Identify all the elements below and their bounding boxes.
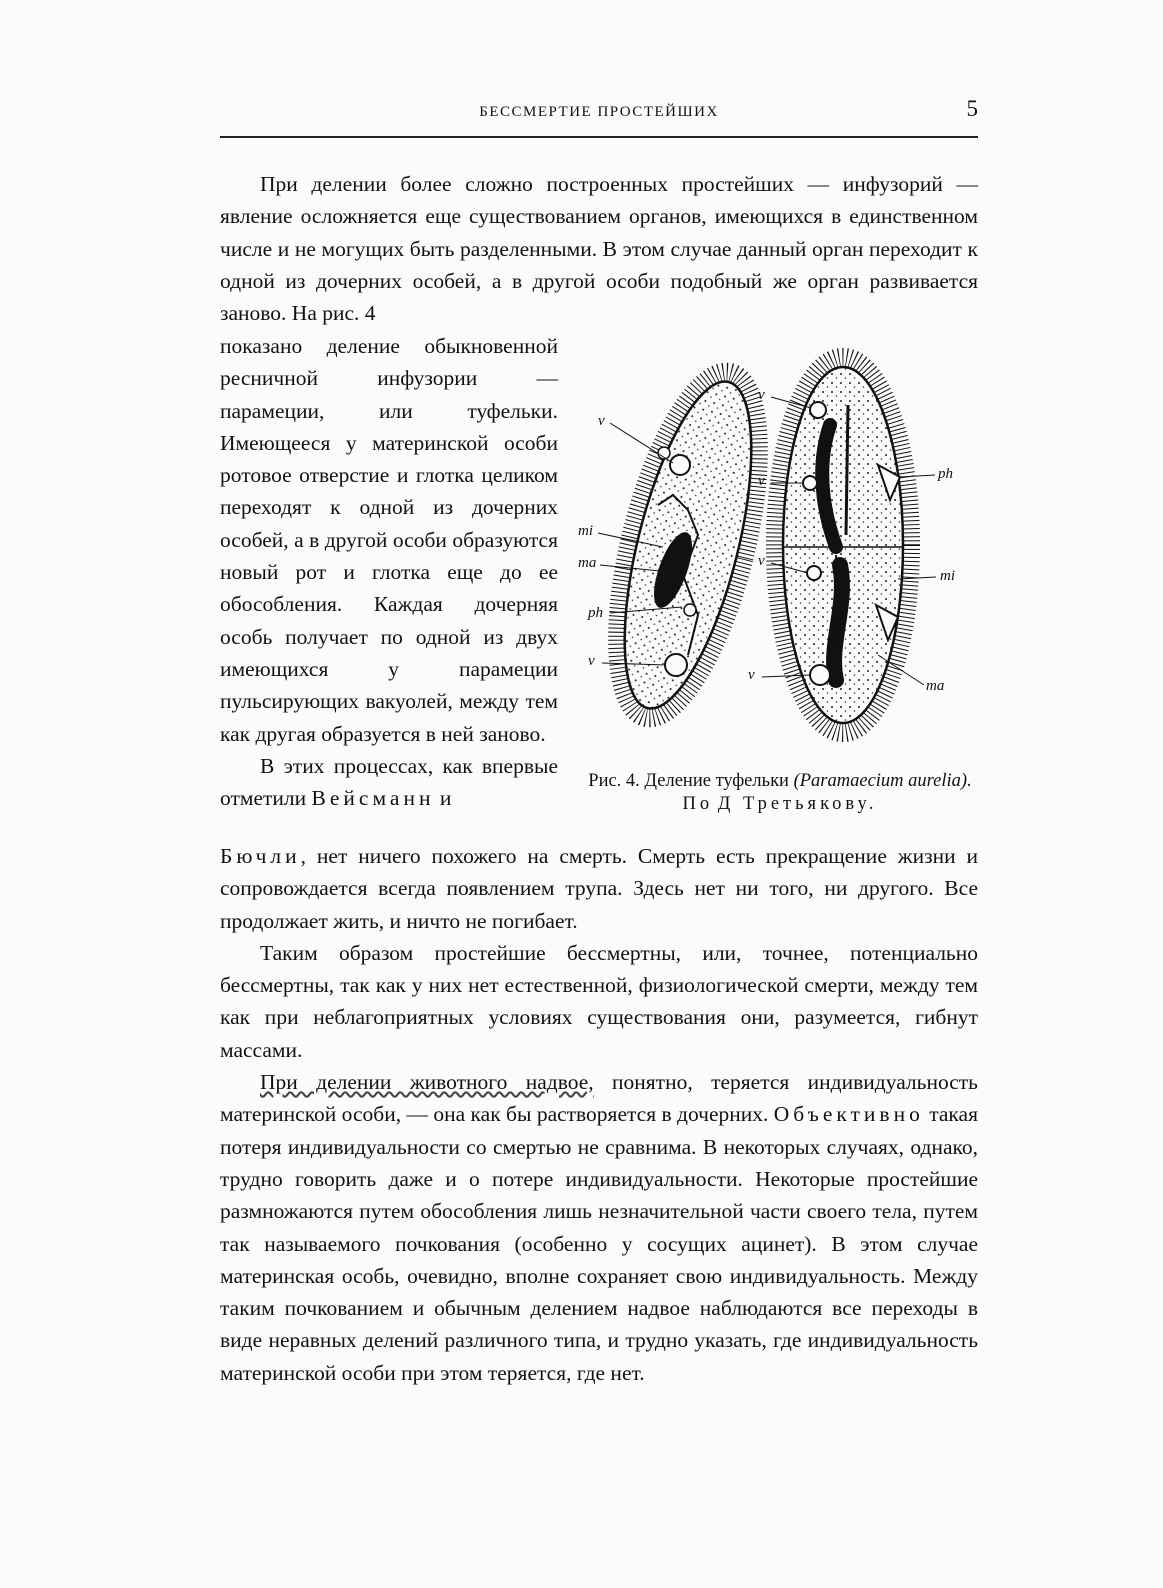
page-header <box>220 94 978 138</box>
paragraph-4 <box>220 1066 978 1389</box>
continued-paragraph <box>220 840 978 1389</box>
figure-paramecium <box>578 335 978 815</box>
wrap-text-2 <box>220 750 558 815</box>
label-right-2: v <box>758 473 765 489</box>
caption-by: По <box>682 794 714 814</box>
label-left-3: ma <box>578 555 597 571</box>
page-number: 5 <box>966 96 978 121</box>
figure-caption <box>580 770 980 816</box>
label-right-3: ph <box>938 466 953 482</box>
paragraph-1-text: При делении более сложно построенных простейших — инфузорий — явление осложняется еще существованием органов, имеющихся в единственном числе и не могущих быть разделенными. В этом случае данный орган переходит к одной из дочерних особей, а в другой особи подобный же орган развивается заново. На рис. 4 <box>220 172 978 326</box>
name-butschli: Бючли <box>220 844 301 868</box>
paragraph-4-rest: понятно, теряется индивидуальность материнской особи, — она как бы растворяется в дочерних. <box>220 1070 978 1127</box>
running-title: БЕССМЕРТИЕ ПРОСТЕЙШИХ <box>479 104 719 120</box>
label-left-5: v <box>588 653 595 669</box>
underlined-phrase: При делении животного надвое, <box>260 1070 594 1095</box>
label-left-1: v <box>598 413 605 429</box>
label-right-6: v <box>748 667 755 683</box>
caption-prefix: Рис. 4. Деление туфельки <box>588 771 789 791</box>
wrapped-text <box>220 330 558 814</box>
paramecium-division-illustration <box>578 335 978 765</box>
wrap-text-2-start: В этих процессах, как впервые отметили <box>220 753 558 811</box>
objectively-word: Объективно <box>773 1102 924 1127</box>
label-right-5: mi <box>940 568 955 584</box>
label-right-1: v <box>758 387 765 403</box>
label-left-2: mi <box>578 523 593 539</box>
wrap-text-1: показано деление обыкновенной ресничной инфузории — парамеции, или туфельки. Имеющееся у материнской особи ротовое отверстие и глотка целиком переходят к одной из дочерних особей, а в другой особи образуются новый рот и глотка еще до ее обособления. Каждая дочерняя особь получает по одной из двух имеющихся у парамеции пульсирующих вакуолей, между тем как другая образуется в ней заново. <box>220 334 558 746</box>
label-left-4: ph <box>588 605 603 621</box>
label-right-4: v <box>758 553 765 569</box>
continuation-text <box>220 840 978 937</box>
paragraph-4-end: такая потеря индивидуальности со смертью не сравнима. В некоторых случаях, однако, трудно говорить даже и о потере индивидуальности. Некоторые простейшие размножаются путем обособления лишь незначительной части своего тела, путем так называемого почкования (особенно у сосущих ацинет). В этом случае материнская особь, очевидно, вполне сохраняет свою индивидуальность. Между таким почкованием и обычным делением надвое наблюдаются все переходы в виде неравных делений различного типа, и трудно указать, где индивидуальность материнской особи при этом теряется, где нет. <box>220 1102 978 1385</box>
left-cell <box>589 358 788 731</box>
label-right-7: ma <box>926 678 945 694</box>
right-cell <box>775 357 911 733</box>
paragraph-3: Таким образом простейшие бессмертны, или, точнее, потенциально бессмертны, так как у них нет естественной, физиологической смерти, между тем как при неблагоприятных условиях существования они, разумеется, гибнут массами. <box>220 940 978 1062</box>
caption-latin: (Paramaecium aurelia). <box>793 771 972 791</box>
paragraph-1 <box>220 168 978 329</box>
name-weismann: Вейсманн <box>311 786 435 811</box>
conj-and: и <box>439 786 452 811</box>
after-butschli: , нет ничего похожего на смерть. Смерть есть прекращение жизни и сопровождается всегда появлением трупа. Здесь нет ни того, ни другого. Все продолжает жить, и ничто не погибает. <box>220 844 978 933</box>
caption-author: Д Третьякову. <box>717 794 878 814</box>
